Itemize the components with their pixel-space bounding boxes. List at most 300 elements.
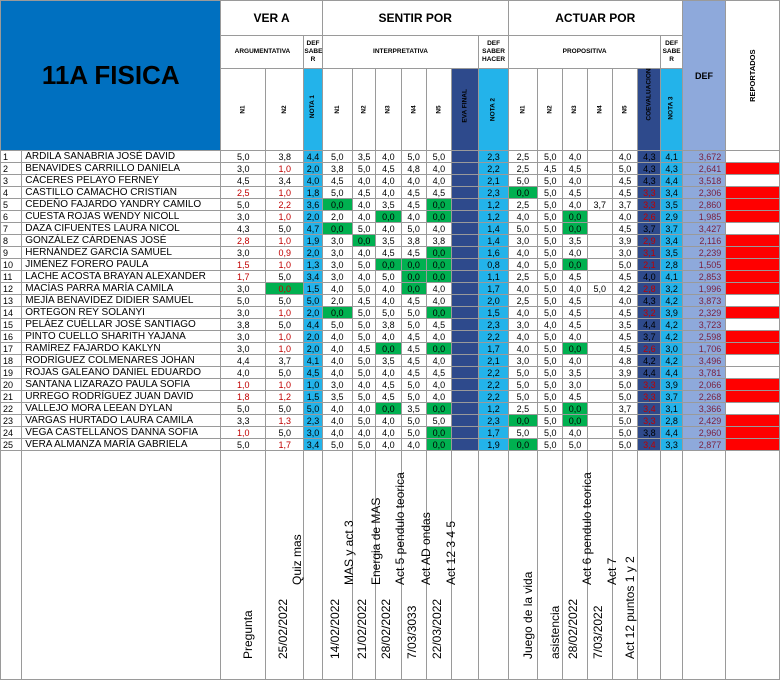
grade-cell[interactable] [587, 367, 612, 379]
grade-cell[interactable]: 4,0 [508, 259, 537, 271]
grade-cell[interactable] [587, 379, 612, 391]
final-def[interactable]: 2,306 [682, 187, 725, 199]
grade-cell[interactable] [452, 175, 479, 187]
grade-cell[interactable]: 5,0 [508, 367, 537, 379]
grade-cell[interactable]: 2,2 [479, 367, 508, 379]
final-def[interactable]: 2,268 [682, 391, 725, 403]
grade-cell[interactable]: 2,0 [304, 247, 322, 259]
grade-cell[interactable]: 4,0 [352, 175, 375, 187]
grade-cell[interactable]: 4,0 [376, 223, 401, 235]
grade-cell[interactable]: 0,0 [376, 211, 401, 223]
grade-cell[interactable]: 3,5 [376, 235, 401, 247]
grade-cell[interactable]: 5,0 [538, 199, 563, 211]
grade-cell[interactable]: 5,0 [401, 223, 426, 235]
student-name[interactable]: SANTANA LIZARAZO PAULA SOFIA [22, 379, 221, 391]
grade-cell[interactable] [452, 319, 479, 331]
grade-cell[interactable]: 4,5 [426, 319, 451, 331]
grade-cell[interactable]: 1,7 [265, 439, 303, 451]
grade-cell[interactable]: 1,0 [265, 211, 303, 223]
grade-cell[interactable]: 1,5 [221, 259, 266, 271]
grade-cell[interactable]: 5,0 [352, 283, 375, 295]
grade-cell[interactable]: 5,0 [538, 175, 563, 187]
grade-cell[interactable]: 5,0 [322, 151, 352, 163]
grade-cell[interactable]: 3,0 [322, 271, 352, 283]
grade-cell[interactable]: 4,5 [221, 175, 266, 187]
grade-cell[interactable]: 3,9 [612, 367, 637, 379]
grade-cell[interactable]: 0,0 [508, 439, 537, 451]
student-name[interactable]: CUESTA ROJAS WENDY NICOLL [22, 211, 221, 223]
grade-cell[interactable]: 5,0 [376, 307, 401, 319]
grade-cell[interactable]: 5,0 [322, 439, 352, 451]
student-name[interactable]: MEJÍA BENAVIDEZ DIDIER SAMUEL [22, 295, 221, 307]
student-name[interactable]: ARDILA SANABRIA JOSÉ DAVID [22, 151, 221, 163]
student-name[interactable]: CEDEÑO FAJARDO YANDRY CAMILO [22, 199, 221, 211]
grade-cell[interactable]: 4,0 [563, 283, 587, 295]
student-name[interactable]: ROJAS GALEANO DANIEL EDUARDO [22, 367, 221, 379]
grade-cell[interactable]: 4,5 [401, 295, 426, 307]
grade-cell[interactable]: 4,0 [352, 271, 375, 283]
grade-cell[interactable]: 5,0 [538, 307, 563, 319]
grade-cell[interactable]: 2,0 [304, 331, 322, 343]
grade-cell[interactable]: 5,0 [401, 391, 426, 403]
grade-cell[interactable]: 5,0 [538, 187, 563, 199]
grade-cell[interactable]: 4,5 [612, 223, 637, 235]
grade-cell[interactable]: 5,0 [401, 415, 426, 427]
grade-cell[interactable]: 2,8 [661, 415, 682, 427]
grade-cell[interactable] [452, 259, 479, 271]
grade-cell[interactable]: 4,3 [638, 295, 661, 307]
grade-cell[interactable]: 0,0 [322, 223, 352, 235]
grade-cell[interactable]: 2,3 [479, 151, 508, 163]
grade-cell[interactable]: 1,0 [265, 187, 303, 199]
grade-cell[interactable]: 2,5 [508, 295, 537, 307]
grade-cell[interactable]: 1,0 [265, 307, 303, 319]
grade-cell[interactable]: 5,0 [508, 223, 537, 235]
grade-cell[interactable]: 4,3 [661, 163, 682, 175]
grade-cell[interactable]: 2,6 [638, 211, 661, 223]
grade-cell[interactable]: 2,3 [304, 415, 322, 427]
grade-cell[interactable]: 0,0 [376, 403, 401, 415]
grade-cell[interactable]: 0,0 [265, 283, 303, 295]
grade-cell[interactable]: 5,0 [538, 439, 563, 451]
grade-cell[interactable]: 4,0 [508, 283, 537, 295]
grade-cell[interactable]: 4,4 [304, 319, 322, 331]
grade-cell[interactable]: 5,0 [352, 439, 375, 451]
grade-cell[interactable]: 3,9 [661, 307, 682, 319]
grade-cell[interactable]: 5,0 [304, 403, 322, 415]
grade-cell[interactable]: 4,0 [376, 151, 401, 163]
grade-cell[interactable]: 5,0 [538, 271, 563, 283]
grade-cell[interactable]: 1,0 [265, 259, 303, 271]
final-def[interactable]: 2,429 [682, 415, 725, 427]
grade-cell[interactable]: 4,2 [661, 355, 682, 367]
grade-cell[interactable] [587, 271, 612, 283]
grade-cell[interactable]: 1,4 [479, 235, 508, 247]
grade-cell[interactable]: 4,8 [612, 355, 637, 367]
grade-cell[interactable]: 2,0 [304, 307, 322, 319]
grade-cell[interactable]: 4,0 [563, 427, 587, 439]
grade-cell[interactable]: 4,0 [508, 343, 537, 355]
grade-cell[interactable]: 3,0 [221, 247, 266, 259]
grade-cell[interactable]: 2,1 [479, 175, 508, 187]
grade-cell[interactable]: 0,0 [426, 247, 451, 259]
grade-cell[interactable]: 5,0 [265, 319, 303, 331]
grade-cell[interactable]: 3,0 [322, 235, 352, 247]
grade-cell[interactable]: 4,5 [401, 199, 426, 211]
grade-cell[interactable]: 2,5 [508, 271, 537, 283]
grade-cell[interactable]: 3,3 [221, 415, 266, 427]
grade-cell[interactable]: 4,5 [563, 187, 587, 199]
grade-cell[interactable]: 3,5 [376, 199, 401, 211]
grade-cell[interactable]: 4,0 [426, 391, 451, 403]
grade-cell[interactable]: 4,1 [661, 271, 682, 283]
grade-cell[interactable]: 5,0 [538, 223, 563, 235]
grade-cell[interactable]: 4,0 [401, 211, 426, 223]
grade-cell[interactable]: 5,0 [538, 235, 563, 247]
grade-cell[interactable]: 1,0 [221, 379, 266, 391]
student-name[interactable]: RAMÍREZ FAJARDO KAKLYN [22, 343, 221, 355]
grade-cell[interactable] [452, 343, 479, 355]
grade-cell[interactable]: 3,1 [661, 403, 682, 415]
grade-cell[interactable]: 4,0 [376, 415, 401, 427]
grade-cell[interactable]: 4,5 [563, 319, 587, 331]
grade-cell[interactable]: 3,4 [661, 187, 682, 199]
grade-cell[interactable]: 1,0 [265, 343, 303, 355]
grade-cell[interactable] [587, 259, 612, 271]
grade-cell[interactable]: 1,2 [479, 199, 508, 211]
grade-cell[interactable]: 2,0 [322, 295, 352, 307]
student-name[interactable]: JIMÉNEZ FORERO PAULA [22, 259, 221, 271]
student-name[interactable]: CASTILLO CAMACHO CRISTIAN [22, 187, 221, 199]
student-name[interactable]: LACHE ACOSTA BRAYAN ALEXANDER [22, 271, 221, 283]
grade-cell[interactable] [587, 187, 612, 199]
grade-cell[interactable]: 1,2 [479, 403, 508, 415]
grade-cell[interactable]: 4,5 [352, 343, 375, 355]
grade-cell[interactable]: 1,8 [304, 187, 322, 199]
grade-cell[interactable]: 2,2 [479, 379, 508, 391]
grade-cell[interactable]: 3,4 [265, 175, 303, 187]
grade-cell[interactable]: 4,5 [401, 367, 426, 379]
grade-cell[interactable]: 4,5 [352, 187, 375, 199]
grade-cell[interactable]: 4,0 [352, 247, 375, 259]
final-def[interactable]: 3,672 [682, 151, 725, 163]
grade-cell[interactable]: 2,3 [479, 415, 508, 427]
grade-cell[interactable]: 4,5 [538, 163, 563, 175]
grade-cell[interactable]: 3,5 [322, 391, 352, 403]
grade-cell[interactable] [452, 163, 479, 175]
final-def[interactable]: 1,706 [682, 343, 725, 355]
grade-cell[interactable]: 5,0 [376, 271, 401, 283]
grade-cell[interactable]: 3,0 [612, 247, 637, 259]
grade-cell[interactable]: 4,0 [376, 283, 401, 295]
grade-cell[interactable]: 0,0 [376, 259, 401, 271]
grade-cell[interactable]: 3,0 [508, 235, 537, 247]
final-def[interactable]: 1,505 [682, 259, 725, 271]
grade-cell[interactable]: 2,5 [508, 163, 537, 175]
grade-cell[interactable]: 0,0 [401, 271, 426, 283]
grade-cell[interactable]: 3,7 [638, 331, 661, 343]
grade-cell[interactable]: 5,0 [612, 415, 637, 427]
grade-cell[interactable]: 3,5 [563, 235, 587, 247]
grade-cell[interactable]: 5,0 [401, 307, 426, 319]
final-def[interactable]: 3,723 [682, 319, 725, 331]
grade-cell[interactable]: 3,0 [221, 163, 266, 175]
grade-cell[interactable]: 4,0 [352, 379, 375, 391]
grade-cell[interactable]: 3,8 [426, 235, 451, 247]
student-name[interactable]: HERNÁNDEZ GARCÍA SAMUEL [22, 247, 221, 259]
grade-cell[interactable]: 1,3 [304, 259, 322, 271]
grade-cell[interactable]: 4,0 [376, 367, 401, 379]
grade-cell[interactable]: 4,0 [426, 355, 451, 367]
grade-cell[interactable]: 4,5 [376, 247, 401, 259]
final-def[interactable]: 3,518 [682, 175, 725, 187]
grade-cell[interactable]: 5,0 [304, 295, 322, 307]
grade-cell[interactable]: 5,0 [538, 403, 563, 415]
grade-cell[interactable]: 4,5 [426, 367, 451, 379]
grade-cell[interactable] [452, 187, 479, 199]
grade-cell[interactable] [587, 403, 612, 415]
grade-cell[interactable]: 4,0 [322, 355, 352, 367]
grade-cell[interactable]: 0,0 [426, 259, 451, 271]
grade-cell[interactable]: 5,0 [538, 283, 563, 295]
grade-cell[interactable]: 5,0 [352, 163, 375, 175]
grade-cell[interactable] [452, 199, 479, 211]
student-name[interactable]: VALLEJO MORA LEEAN DYLAN [22, 403, 221, 415]
grade-cell[interactable]: 3,0 [508, 355, 537, 367]
grade-cell[interactable]: 3,0 [304, 427, 322, 439]
grade-cell[interactable]: 2,3 [479, 187, 508, 199]
grade-cell[interactable]: 4,2 [661, 295, 682, 307]
grade-cell[interactable]: 2,0 [304, 211, 322, 223]
grade-cell[interactable]: 4,5 [352, 295, 375, 307]
grade-cell[interactable] [587, 151, 612, 163]
grade-cell[interactable]: 3,7 [638, 223, 661, 235]
student-name[interactable]: VARGAS HURTADO LAURA CAMILA [22, 415, 221, 427]
grade-cell[interactable] [452, 403, 479, 415]
grade-cell[interactable]: 5,0 [426, 151, 451, 163]
grade-cell[interactable]: 3,7 [612, 403, 637, 415]
grade-cell[interactable]: 4,0 [322, 415, 352, 427]
grade-cell[interactable]: 5,0 [265, 367, 303, 379]
grade-cell[interactable]: 1,2 [479, 211, 508, 223]
grade-cell[interactable]: 4,0 [304, 175, 322, 187]
grade-cell[interactable]: 2,1 [479, 355, 508, 367]
grade-cell[interactable]: 5,0 [612, 163, 637, 175]
grade-cell[interactable]: 5,0 [322, 187, 352, 199]
grade-cell[interactable]: 4,0 [352, 403, 375, 415]
grade-cell[interactable]: 4,4 [661, 427, 682, 439]
grade-cell[interactable]: 4,0 [322, 283, 352, 295]
grade-cell[interactable]: 2,5 [508, 151, 537, 163]
grade-cell[interactable] [587, 211, 612, 223]
grade-cell[interactable]: 4,0 [426, 283, 451, 295]
grade-cell[interactable]: 1,0 [265, 163, 303, 175]
grade-cell[interactable]: 5,0 [538, 427, 563, 439]
grade-cell[interactable]: 5,0 [352, 223, 375, 235]
grade-cell[interactable]: 3,5 [661, 247, 682, 259]
grade-cell[interactable]: 3,8 [638, 427, 661, 439]
grade-cell[interactable]: 5,0 [612, 439, 637, 451]
grade-cell[interactable]: 4,0 [376, 427, 401, 439]
grade-cell[interactable]: 4,5 [563, 391, 587, 403]
grade-cell[interactable]: 4,1 [661, 151, 682, 163]
grade-cell[interactable]: 4,4 [638, 367, 661, 379]
grade-cell[interactable]: 4,0 [221, 367, 266, 379]
grade-cell[interactable]: 0,8 [479, 259, 508, 271]
final-def[interactable]: 2,641 [682, 163, 725, 175]
final-def[interactable]: 3,366 [682, 403, 725, 415]
grade-cell[interactable]: 3,0 [661, 343, 682, 355]
grade-cell[interactable] [452, 379, 479, 391]
grade-cell[interactable]: 3,3 [661, 439, 682, 451]
grade-cell[interactable]: 4,4 [661, 175, 682, 187]
grade-cell[interactable]: 3,0 [221, 331, 266, 343]
final-def[interactable]: 1,985 [682, 211, 725, 223]
grade-cell[interactable]: 5,0 [538, 343, 563, 355]
grade-cell[interactable]: 5,0 [352, 367, 375, 379]
grade-cell[interactable]: 1,9 [479, 439, 508, 451]
grade-cell[interactable]: 2,0 [322, 211, 352, 223]
grade-cell[interactable]: 3,5 [376, 355, 401, 367]
grade-cell[interactable]: 0,0 [322, 307, 352, 319]
grade-cell[interactable]: 3,4 [638, 439, 661, 451]
grade-cell[interactable] [587, 235, 612, 247]
grade-cell[interactable] [587, 223, 612, 235]
grade-cell[interactable]: 4,5 [376, 391, 401, 403]
student-name[interactable]: VEGA CASTELLANOS DANNA SOFIA [22, 427, 221, 439]
grade-cell[interactable]: 4,0 [538, 319, 563, 331]
grade-cell[interactable]: 5,0 [265, 223, 303, 235]
grade-cell[interactable]: 5,0 [265, 295, 303, 307]
grade-cell[interactable]: 3,7 [612, 199, 637, 211]
grade-cell[interactable]: 4,0 [508, 211, 537, 223]
grade-cell[interactable]: 2,2 [479, 391, 508, 403]
grade-cell[interactable]: 4,5 [376, 163, 401, 175]
grade-cell[interactable]: 3,0 [221, 343, 266, 355]
grade-cell[interactable]: 5,0 [538, 247, 563, 259]
grade-cell[interactable]: 3,2 [661, 283, 682, 295]
grade-cell[interactable]: 4,0 [426, 379, 451, 391]
grade-cell[interactable]: 4,5 [401, 247, 426, 259]
grade-cell[interactable]: 3,5 [401, 403, 426, 415]
grade-cell[interactable]: 3,0 [221, 307, 266, 319]
grade-cell[interactable]: 3,4 [304, 271, 322, 283]
grade-cell[interactable]: 3,1 [638, 247, 661, 259]
grade-cell[interactable] [587, 163, 612, 175]
grade-cell[interactable]: 4,5 [401, 187, 426, 199]
grade-cell[interactable]: 5,0 [612, 391, 637, 403]
grade-cell[interactable]: 1,9 [304, 235, 322, 247]
grade-cell[interactable]: 2,0 [304, 343, 322, 355]
grade-cell[interactable]: 2,0 [479, 295, 508, 307]
grade-cell[interactable]: 5,0 [508, 427, 537, 439]
grade-cell[interactable]: 2,8 [661, 259, 682, 271]
student-name[interactable]: GONZÁLEZ CÁRDENAS JOSÉ [22, 235, 221, 247]
grade-cell[interactable] [587, 343, 612, 355]
grade-cell[interactable]: 4,0 [426, 163, 451, 175]
final-def[interactable]: 3,781 [682, 367, 725, 379]
grade-cell[interactable]: 4,0 [322, 427, 352, 439]
grade-cell[interactable]: 2,3 [479, 319, 508, 331]
grade-cell[interactable]: 4,5 [612, 331, 637, 343]
grade-cell[interactable]: 4,0 [563, 331, 587, 343]
grade-cell[interactable]: 5,0 [401, 427, 426, 439]
grade-cell[interactable]: 1,5 [479, 307, 508, 319]
grade-cell[interactable]: 5,0 [538, 259, 563, 271]
grade-cell[interactable]: 2,1 [638, 259, 661, 271]
grade-cell[interactable]: 5,0 [221, 199, 266, 211]
grade-cell[interactable]: 3,8 [221, 319, 266, 331]
grade-cell[interactable]: 5,0 [538, 295, 563, 307]
grade-cell[interactable]: 3,7 [265, 355, 303, 367]
grade-cell[interactable]: 0,0 [352, 235, 375, 247]
grade-cell[interactable] [452, 271, 479, 283]
grade-cell[interactable]: 4,5 [563, 307, 587, 319]
grade-cell[interactable]: 3,3 [638, 199, 661, 211]
grade-cell[interactable]: 0,0 [426, 211, 451, 223]
grade-cell[interactable]: 0,0 [426, 271, 451, 283]
grade-cell[interactable]: 5,0 [426, 415, 451, 427]
grade-cell[interactable]: 1,6 [479, 247, 508, 259]
grade-cell[interactable]: 0,0 [426, 439, 451, 451]
grade-cell[interactable]: 4,0 [612, 211, 637, 223]
student-name[interactable]: URREGO RODRÍGUEZ JUAN DAVID [22, 391, 221, 403]
grade-cell[interactable]: 5,0 [538, 355, 563, 367]
grade-cell[interactable]: 0,0 [563, 223, 587, 235]
grade-cell[interactable]: 2,5 [221, 187, 266, 199]
grade-cell[interactable]: 5,0 [538, 379, 563, 391]
grade-cell[interactable]: 4,0 [401, 439, 426, 451]
grade-cell[interactable]: 3,7 [587, 199, 612, 211]
grade-cell[interactable]: 4,5 [401, 331, 426, 343]
grade-cell[interactable]: 4,5 [612, 175, 637, 187]
grade-cell[interactable]: 3,8 [265, 151, 303, 163]
student-name[interactable]: ORTEGON REY SOLANYI [22, 307, 221, 319]
grade-cell[interactable]: 4,0 [612, 151, 637, 163]
grade-cell[interactable]: 5,0 [221, 295, 266, 307]
grade-cell[interactable]: 5,0 [587, 283, 612, 295]
grade-cell[interactable] [452, 439, 479, 451]
grade-cell[interactable]: 0,0 [426, 427, 451, 439]
grade-cell[interactable]: 1,0 [265, 331, 303, 343]
grade-cell[interactable]: 4,3 [638, 175, 661, 187]
grade-cell[interactable]: 3,8 [322, 163, 352, 175]
grade-cell[interactable]: 4,5 [563, 271, 587, 283]
final-def[interactable]: 2,598 [682, 331, 725, 343]
grade-cell[interactable]: 5,0 [352, 331, 375, 343]
grade-cell[interactable]: 2,8 [221, 235, 266, 247]
grade-cell[interactable]: 2,0 [304, 163, 322, 175]
grade-cell[interactable]: 3,3 [638, 415, 661, 427]
grade-cell[interactable]: 3,7 [661, 391, 682, 403]
grade-cell[interactable]: 4,0 [352, 211, 375, 223]
grade-cell[interactable]: 3,5 [612, 319, 637, 331]
grade-cell[interactable]: 0,0 [426, 403, 451, 415]
grade-cell[interactable]: 0,0 [563, 403, 587, 415]
grade-cell[interactable]: 5,0 [538, 415, 563, 427]
grade-cell[interactable]: 4,2 [638, 355, 661, 367]
grade-cell[interactable]: 4,0 [612, 295, 637, 307]
grade-cell[interactable]: 0,0 [401, 259, 426, 271]
grade-cell[interactable]: 0,0 [563, 343, 587, 355]
grade-cell[interactable]: 5,0 [508, 175, 537, 187]
grade-cell[interactable]: 5,0 [352, 307, 375, 319]
grade-cell[interactable]: 1,4 [479, 223, 508, 235]
grade-cell[interactable]: 0,0 [322, 199, 352, 211]
grade-cell[interactable]: 0,0 [563, 415, 587, 427]
grade-cell[interactable]: 0,0 [508, 187, 537, 199]
grade-cell[interactable]: 3,0 [508, 319, 537, 331]
